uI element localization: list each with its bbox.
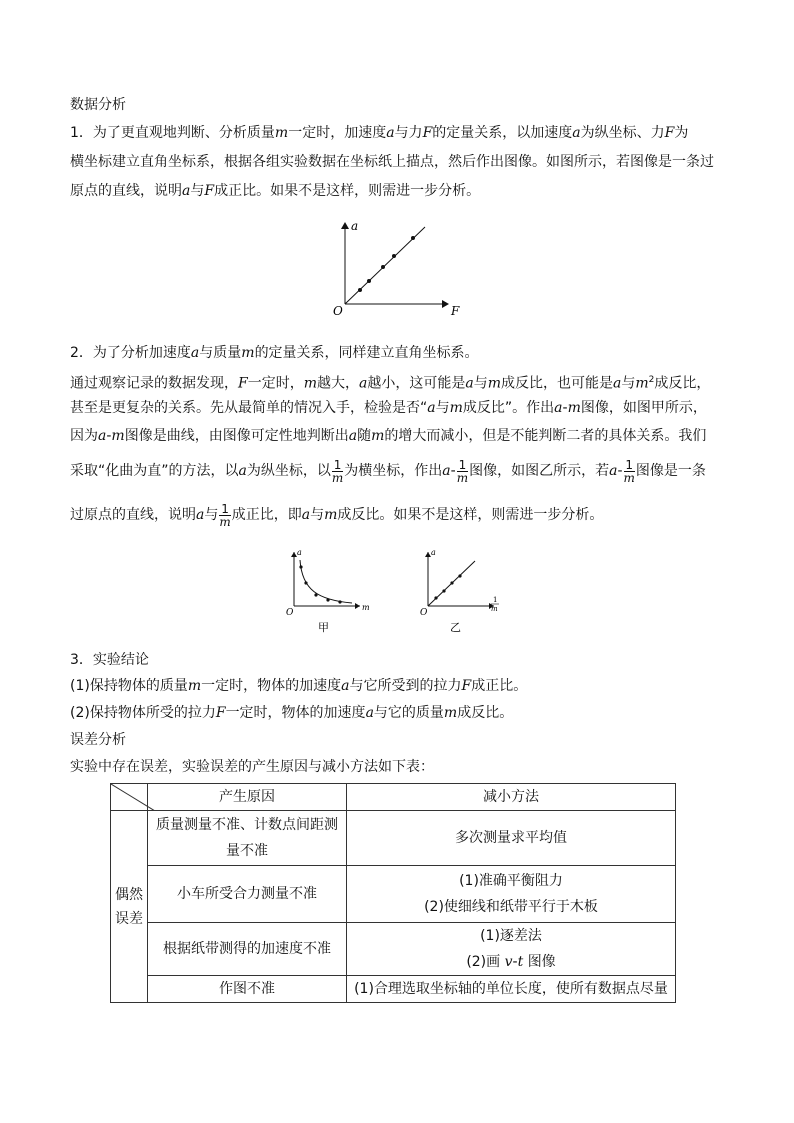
error-intro: 实验中存在误差，实验误差的产生原因与减小方法如下表： [70,759,434,775]
graph-jia [286,548,370,634]
paragraph-1-line-3: 原点的直线，说明a与F成正比。如果不是这样，则需进一步分析。 [70,183,481,199]
data-point [338,600,341,603]
error-table [110,783,676,1003]
table-corner-cell [111,784,148,811]
table-header-row [111,784,676,811]
jia-y-label: a [297,548,302,557]
table-row [111,866,676,923]
table-cell-method: (1)合理选取坐标轴的单位长度，使所有数据点尽量 [347,976,676,1003]
heading-data-analysis: 数据分析 [70,97,126,113]
yi-y-label: a [431,548,436,557]
data-point [304,581,307,584]
fraction-one-over-m: $\frac{1}{m}$ [623,457,635,485]
jia-origin: O [286,608,294,618]
heading-error-analysis: 误差分析 [70,732,126,748]
paragraph-2-line-2: 通过观察记录的数据发现，F一定时，m越大，a越小，这可能是a与m成反比，也可能是a与$m^2$成反比， [70,375,711,392]
table-row [111,923,676,976]
data-point [299,565,302,568]
conclusion-1: (1)保持物体的质量m一定时，物体的加速度a与它所受到的拉力F成正比。 [70,678,528,694]
paragraph-2-line-3: 甚至是更复杂的关系。先从最简单的情况入手，检验是否“a与m成反比”。作出a-m图像，如图甲所示， [70,400,707,416]
data-point [314,593,317,596]
corner-diagonal [111,784,155,811]
yi-origin: O [420,608,428,618]
table-header-cause: 产生原因 [148,784,347,811]
figure-a-F-graph [320,215,470,325]
paragraph-1-line-1: 1．为了更直观地判断、分析质量m一定时，加速度a与力F的定量关系，以加速度a为纵坐标、力F为 [70,125,689,141]
jia-x-label: m [362,603,370,612]
fraction-one-over-m: $\frac{1}{m}$ [219,501,231,529]
table-row [111,976,676,1003]
data-point [450,581,453,584]
table-cell-cause: 小车所受合力测量不准 [148,866,347,923]
table-cell-method: (1)逐差法 (2)画 v-t 图像 [347,923,676,976]
yi-x-label-den: m [491,605,498,613]
table-cell-cause: 质量测量不准、计数点间距测 量不准 [148,811,347,866]
data-point [458,574,461,577]
paragraph-2-line-4: 因为a-m图像是曲线，由图像可定性地判断出a随m的增大而减小，但是不能判断二者的具体关系。我们 [70,428,707,444]
conclusion-2: (2)保持物体所受的拉力F一定时，物体的加速度a与它的质量m成反比。 [70,705,514,721]
graph-yi [420,548,499,634]
data-point [381,265,385,269]
yi-x-label-num: 1 [493,596,498,604]
table-cell-method: (1)准确平衡阻力 (2)使细线和纸带平行于木板 [347,866,676,923]
table-header-method: 减小方法 [347,784,676,811]
data-point [358,288,362,292]
fraction-one-over-m: $\frac{1}{m}$ [331,457,344,485]
paragraph-2-line-5: 采取“化曲为直”的方法，以a为纵坐标，以 $\frac{1}{m}$ 为横坐标，作出a- $\frac{1}{m}$ 图像，如图乙所示，若a- $\frac{1}{m}$ 图像是一条 [70,457,706,485]
yi-caption: 乙 [450,621,461,634]
table-cell-cause: 作图不准 [148,976,347,1003]
data-point [411,236,415,240]
y-axis-label: a [351,219,359,233]
table-group-label: 偶然 误差 [111,811,148,1003]
table-cell-method: 多次测量求平均值 [347,811,676,866]
table-cell-cause: 根据纸带测得的加速度不准 [148,923,347,976]
data-point [442,589,445,592]
heading-conclusion: 3．实验结论 [70,652,149,668]
data-point [392,254,396,258]
jia-caption: 甲 [318,621,329,634]
paragraph-2-line-6: 过原点的直线，说明a与 $\frac{1}{m}$ 成正比，即a与m成反比。如果不是这样，则需进一步分析。 [70,501,604,529]
origin-label: O [333,304,343,318]
data-point [326,598,329,601]
table-row [111,811,676,866]
fraction-one-over-m: $\frac{1}{m}$ [456,457,469,485]
paragraph-1-line-2: 横坐标建立直角坐标系，根据各组实验数据在坐标纸上描点，然后作出图像。如图所示，若图像是一条过 [70,154,714,170]
data-point [367,279,371,283]
data-point [434,596,437,599]
paragraph-2-line-1: 2．为了分析加速度a与质量m的定量关系，同样建立直角坐标系。 [70,345,479,361]
jia-curve [300,560,352,603]
figure-jia-yi [280,545,530,635]
x-axis-label: F [451,304,460,318]
